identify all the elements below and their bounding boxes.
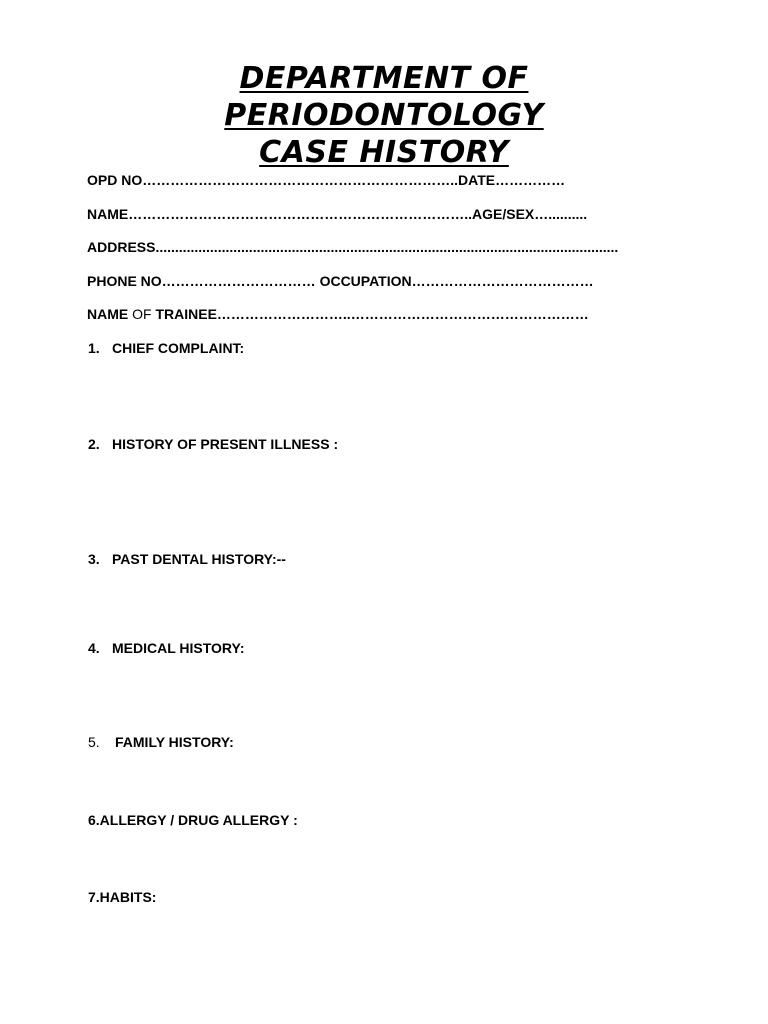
section-label: MEDICAL HISTORY: xyxy=(112,640,245,656)
section-number: 5. xyxy=(88,734,100,750)
name-age-sex-field: NAME………………………………………………………………..AGE/SEX….......... xyxy=(87,206,588,222)
title-line-case-history: CASE HISTORY xyxy=(259,135,509,170)
section-history-present-illness xyxy=(88,436,338,452)
section-number: 2. xyxy=(88,436,100,452)
section-label: FAMILY HISTORY: xyxy=(115,734,234,750)
section-allergy xyxy=(88,812,298,828)
section-medical-history xyxy=(88,640,245,656)
section-family-history xyxy=(88,734,234,750)
section-label: CHIEF COMPLAINT: xyxy=(112,340,245,356)
trainee-name-field xyxy=(87,306,667,322)
section-past-dental-history xyxy=(88,551,286,567)
section-label: 6.ALLERGY / DRUG ALLERGY : xyxy=(88,812,298,828)
trainee-of: OF xyxy=(132,306,152,322)
section-label: PAST DENTAL HISTORY:-- xyxy=(112,551,286,567)
phone-occupation-field: PHONE NO…………………………… OCCUPATION………………………………… xyxy=(87,273,594,289)
section-label: 7.HABITS: xyxy=(88,889,157,905)
address-field: ADDRESS....................................................................................................................... xyxy=(87,239,619,255)
section-number: 4. xyxy=(88,640,100,656)
trainee-suffix: TRAINEE………………………..…………………………………………… xyxy=(151,306,589,322)
title-line-periodontology: PERIODONTOLOGY xyxy=(224,98,544,133)
section-label: HISTORY OF PRESENT ILLNESS : xyxy=(112,436,339,452)
section-number: 3. xyxy=(88,551,100,567)
opd-date-field: OPD NO…………………………………………………………..DATE…………… xyxy=(87,172,566,188)
section-habits xyxy=(88,889,156,905)
title-line-department: DEPARTMENT OF xyxy=(239,61,529,96)
section-number: 1. xyxy=(88,340,100,356)
trainee-prefix: NAME xyxy=(87,306,133,322)
form-title xyxy=(0,60,768,171)
section-chief-complaint xyxy=(88,340,244,356)
